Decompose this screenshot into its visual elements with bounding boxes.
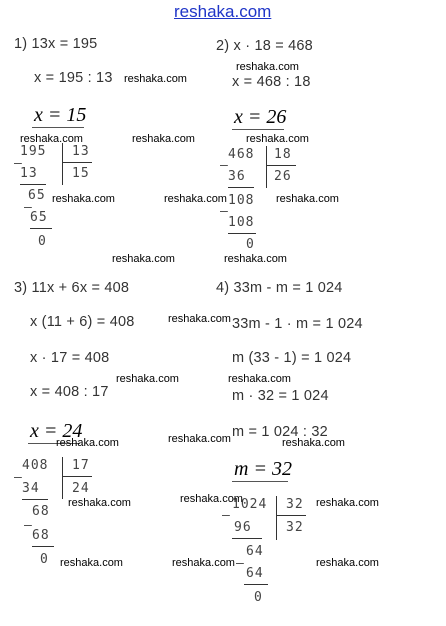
p3-remainder: 0 bbox=[40, 552, 49, 567]
p2-sub1: 36 bbox=[228, 169, 246, 184]
p4-remainder: 0 bbox=[254, 590, 263, 605]
p4-minus-2: – bbox=[236, 556, 244, 571]
watermark: reshaka.com bbox=[180, 493, 243, 505]
p3-rem1: 68 bbox=[32, 504, 50, 519]
p1-minus-2: – bbox=[24, 200, 32, 215]
watermark: reshaka.com bbox=[316, 497, 379, 509]
watermark: reshaka.com bbox=[282, 437, 345, 449]
p4-step2: m (33 - 1) = 1 024 bbox=[232, 350, 352, 366]
p3-divisor-line bbox=[62, 476, 92, 477]
p2-statement: 2) x · 18 = 468 bbox=[216, 38, 313, 54]
p3-minus-2: – bbox=[24, 518, 32, 533]
p1-statement: 1) 13x = 195 bbox=[14, 36, 98, 52]
p1-divisor: 13 bbox=[72, 144, 90, 159]
watermark: reshaka.com bbox=[224, 253, 287, 265]
p2-divisor: 18 bbox=[274, 147, 292, 162]
p4-rem1: 64 bbox=[246, 544, 264, 559]
watermark: reshaka.com bbox=[112, 253, 175, 265]
p2-division-bar bbox=[266, 146, 267, 188]
site-title-link[interactable]: reshaka.com bbox=[174, 2, 272, 21]
p3-sub2: 68 bbox=[32, 528, 50, 543]
p3-statement: 3) 11x + 6x = 408 bbox=[14, 280, 130, 296]
watermark: reshaka.com bbox=[168, 313, 231, 325]
p1-quotient: 15 bbox=[72, 166, 90, 181]
p3-sub1: 34 bbox=[22, 481, 40, 496]
p4-sub2: 64 bbox=[246, 566, 264, 581]
p2-step1: x = 468 : 18 bbox=[232, 74, 311, 90]
watermark: reshaka.com bbox=[124, 73, 187, 85]
p2-answer: x = 26 bbox=[234, 106, 287, 128]
p2-rem1: 108 bbox=[228, 193, 255, 208]
p4-step4: m = 1 024 : 32 bbox=[232, 424, 328, 440]
p3-dividend: 408 bbox=[22, 458, 49, 473]
p3-sub2-line bbox=[32, 546, 54, 547]
watermark: reshaka.com bbox=[236, 61, 299, 73]
p2-sub1-line bbox=[228, 187, 254, 188]
watermark: reshaka.com bbox=[20, 133, 83, 145]
p3-minus-1: – bbox=[14, 470, 22, 485]
watermark: reshaka.com bbox=[276, 193, 339, 205]
p4-step1: 33m - 1 · m = 1 024 bbox=[232, 316, 363, 332]
watermark: reshaka.com bbox=[116, 373, 179, 385]
p1-sub1-line bbox=[20, 184, 46, 185]
watermark: reshaka.com bbox=[316, 557, 379, 569]
watermark: reshaka.com bbox=[56, 437, 119, 449]
p2-sub2: 108 bbox=[228, 215, 255, 230]
p1-sub2-line bbox=[30, 228, 52, 229]
watermark: reshaka.com bbox=[168, 433, 231, 445]
p2-remainder: 0 bbox=[246, 237, 255, 252]
p3-sub1-line bbox=[22, 499, 48, 500]
watermark: reshaka.com bbox=[164, 193, 227, 205]
watermark: reshaka.com bbox=[172, 557, 235, 569]
p1-sub1: 13 bbox=[20, 166, 38, 181]
p1-rem1: 65 bbox=[28, 188, 46, 203]
p3-step2: x · 17 = 408 bbox=[30, 350, 110, 366]
p4-answer-underline bbox=[232, 481, 288, 482]
p4-sub1: 96 bbox=[234, 520, 252, 535]
p4-dividend: 1024 bbox=[232, 497, 268, 512]
p2-minus-1: – bbox=[220, 158, 228, 173]
p4-division-bar bbox=[276, 496, 277, 540]
p1-step1: x = 195 : 13 bbox=[34, 70, 113, 86]
watermark: reshaka.com bbox=[60, 557, 123, 569]
watermark: reshaka.com bbox=[132, 133, 195, 145]
p3-step3: x = 408 : 17 bbox=[30, 384, 109, 400]
p2-quotient: 26 bbox=[274, 169, 292, 184]
p4-divisor-line bbox=[276, 515, 306, 516]
p4-answer: m = 32 bbox=[234, 458, 292, 480]
p1-dividend: 195 bbox=[20, 144, 47, 159]
p1-sub2: 65 bbox=[30, 210, 48, 225]
p3-step1: x (11 + 6) = 408 bbox=[30, 314, 135, 330]
watermark: reshaka.com bbox=[246, 133, 309, 145]
p1-minus-1: – bbox=[14, 156, 22, 171]
p4-statement: 4) 33m - m = 1 024 bbox=[216, 280, 343, 296]
p4-sub1-line bbox=[232, 538, 262, 539]
p1-answer: x = 15 bbox=[34, 104, 87, 126]
watermark: reshaka.com bbox=[228, 373, 291, 385]
p4-sub2-line bbox=[244, 584, 268, 585]
p3-divisor: 17 bbox=[72, 458, 90, 473]
watermark: reshaka.com bbox=[52, 193, 115, 205]
watermark: reshaka.com bbox=[68, 497, 131, 509]
p4-minus-1: – bbox=[222, 508, 230, 523]
p1-remainder: 0 bbox=[38, 234, 47, 249]
p2-answer-underline bbox=[232, 129, 284, 130]
p3-division-bar bbox=[62, 457, 63, 499]
p2-divisor-line bbox=[266, 165, 296, 166]
p2-dividend: 468 bbox=[228, 147, 255, 162]
p1-division-bar bbox=[62, 143, 63, 185]
p2-minus-2: – bbox=[220, 204, 228, 219]
p3-answer: x = 24 bbox=[30, 420, 83, 442]
p1-divisor-line bbox=[62, 162, 92, 163]
p2-sub2-line bbox=[228, 233, 256, 234]
p4-quotient: 32 bbox=[286, 520, 304, 535]
p3-quotient: 24 bbox=[72, 481, 90, 496]
p4-step3: m · 32 = 1 024 bbox=[232, 388, 329, 404]
p4-divisor: 32 bbox=[286, 497, 304, 512]
p1-answer-underline bbox=[32, 127, 84, 128]
